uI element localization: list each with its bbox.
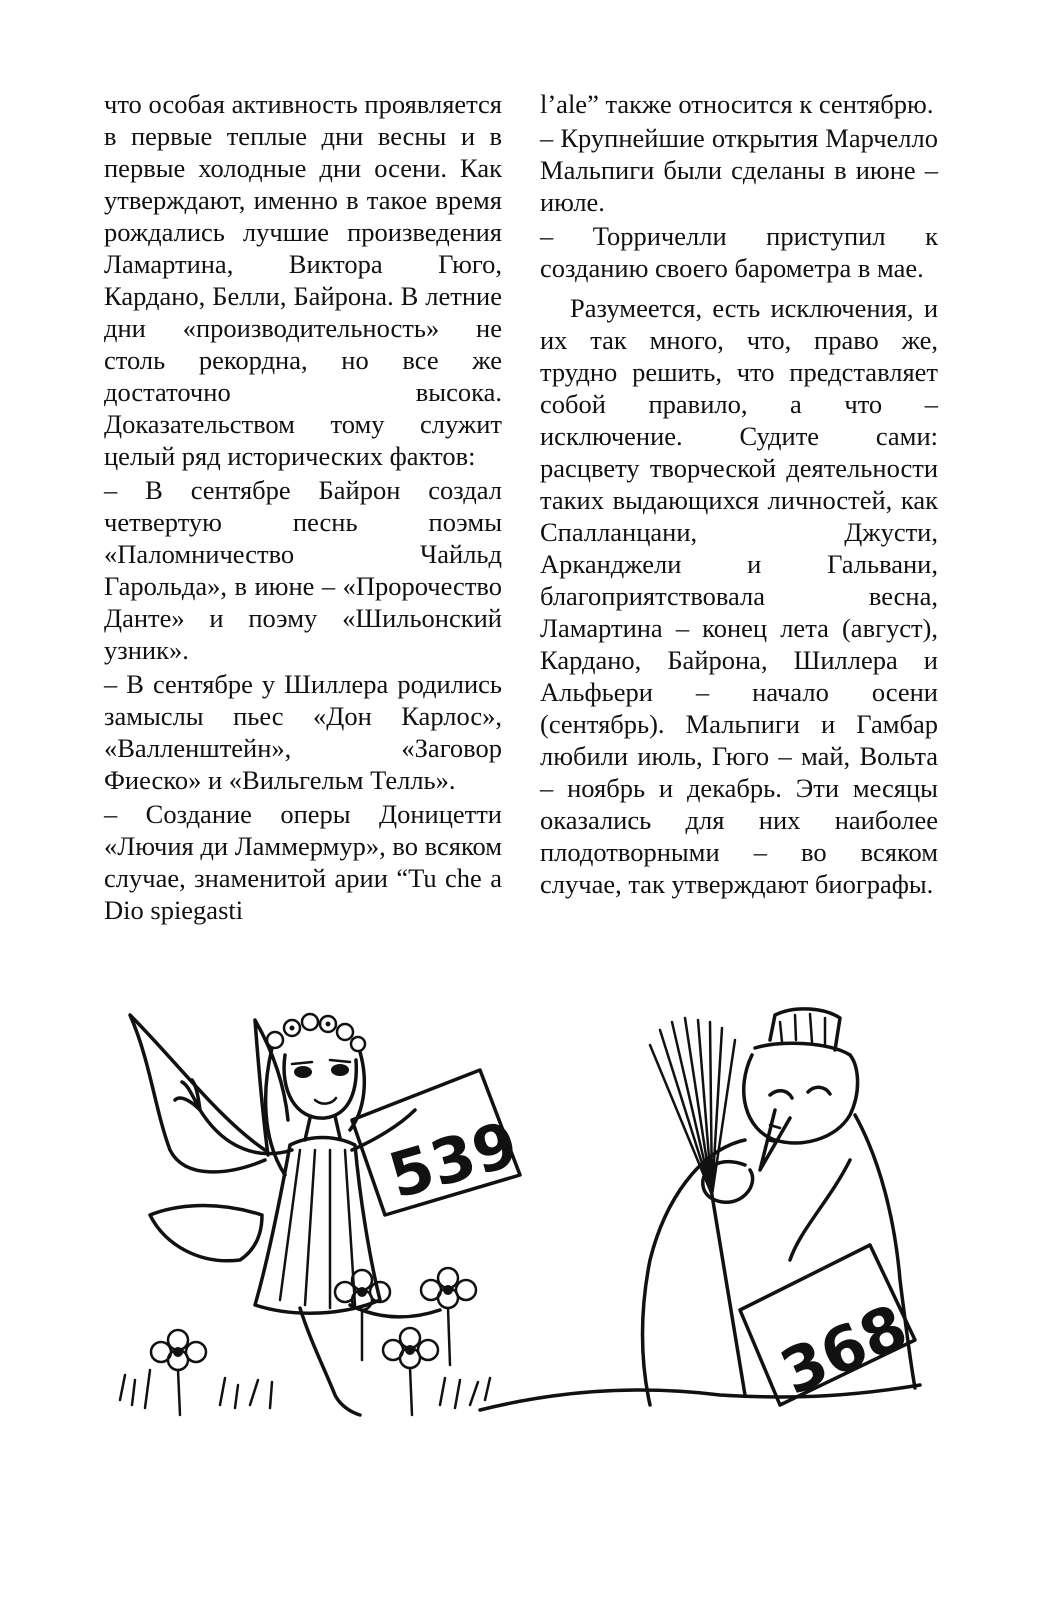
list-item-malpighi: – Крупнейшие открытия Марчелло Мальпиги были сделаны в июне – июле. — [540, 123, 938, 217]
right-text-column — [540, 88, 938, 900]
illustration — [0, 1000, 1055, 1460]
broom — [650, 1018, 745, 1395]
list-item-torricelli: – Торричелли приступил к созданию своего барометра в мае. — [540, 221, 938, 283]
snowman-hat — [755, 1009, 850, 1055]
flower-wreath — [267, 1014, 365, 1051]
snowman-figure — [480, 1009, 920, 1410]
sign-368 — [740, 1245, 918, 1409]
fairy-figure — [120, 1014, 525, 1415]
sign-539-number: 539 — [380, 1106, 526, 1213]
left-text-column — [104, 88, 502, 926]
paragraph-continuation-right: l’ale” также относится к сентябрю. — [540, 89, 934, 119]
list-item-donizetti: – Создание оперы Доницетти «Лючия ди Ламмермур», во всяком случае, знаменитой арии “Tu che a Dio spiegasti — [104, 799, 502, 925]
fairy-eyes — [292, 1060, 350, 1078]
sign-539 — [352, 1070, 525, 1215]
paragraph-continuation: что особая активность проявляется в первые теплые дни весны и в первые холодные дни осени. Как утверждают, именно в такое время рождались лучшие произведения Ламартина, Виктора Гюго, Кардано, Белли, Байрона. В летние дни «производительность» не столь рекордна, но все же достаточно высока. Доказательством тому служит целый ряд исторических фактов: — [104, 89, 502, 471]
list-item-schiller: – В сентябре у Шиллера родились замыслы пьес «Дон Карлос», «Валленштейн», «Заговор Фиеско» и «Вильгельм Телль». — [104, 669, 502, 795]
sign-368-number: 368 — [769, 1289, 918, 1410]
illustration-drawing — [0, 1000, 1055, 1460]
paragraph-exceptions: Разумеется, есть исключения, и их так много, что, право же, трудно решить, что представляет собой правило, а что – исключение. Судите сами: расцвету творческой деятельности таких выдающихся личностей, как Спалланцани, Джусти, Арканджели и Гальвани, благоприятствовала весна, Ламартина – конец лета (август), Кардано, Байрона, Шиллера и Альфьери – начало осени (сентябрь). Мальпиги и Гамбар любили июль, Гюго – май, Вольта – ноябрь и декабрь. Эти месяцы оказались для них наиболее плодотворными – во всяком случае, так утверждают биографы. — [540, 293, 938, 899]
list-item-byron: – В сентябре Байрон создал четвертую песнь поэмы «Паломничество Чайльд Гарольда», в июне – «Пророчество Данте» и поэму «Шильонский узник». — [104, 475, 502, 665]
